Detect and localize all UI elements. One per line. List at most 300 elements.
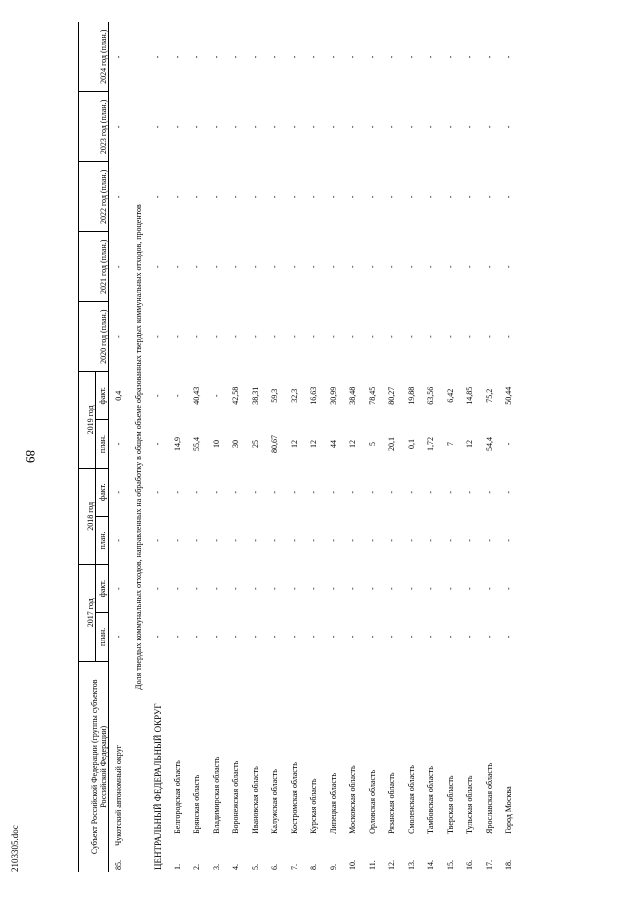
cell-2023: - — [426, 125, 436, 129]
year-header-2023: 2023 год (план.) — [79, 92, 109, 162]
table-row — [382, 22, 402, 872]
table-row — [363, 22, 383, 872]
cell-2019-fact: 59,3 — [270, 388, 280, 403]
cell-2017-fact: - — [309, 587, 319, 591]
cell-2019-plan: - — [109, 420, 129, 468]
cell-2018-plan: - — [192, 539, 202, 542]
cell-2019-plan: 12 — [309, 440, 319, 448]
cell-2024: - — [504, 55, 514, 59]
region-name: Тульская область — [465, 775, 475, 834]
cell-2022: - — [172, 195, 182, 199]
region-name: Чукотский автономный округ — [109, 661, 129, 848]
table-row — [441, 22, 461, 872]
cell-2018-fact: - — [348, 490, 358, 494]
cell-2022: - — [387, 195, 397, 199]
cell-2017-plan: - — [465, 635, 475, 639]
year-header-2020: 2020 год (план.) — [79, 302, 109, 372]
cell-2020: - — [231, 335, 241, 339]
cell-2019-fact: 50,44 — [504, 386, 514, 405]
cell-2019-plan: - — [504, 442, 514, 446]
cell-2020: - — [484, 335, 494, 339]
row-number: 10. — [348, 860, 358, 870]
cell-2019-fact: - — [211, 394, 221, 398]
cell-2018-fact: - — [231, 490, 241, 494]
row-number: 16. — [465, 860, 475, 870]
cell-2018-fact: - — [172, 490, 182, 494]
cell-2019-fact: 80,27 — [387, 386, 397, 405]
cell-2019-plan: 55,4 — [192, 437, 202, 451]
cell-2017-plan: - — [445, 635, 455, 639]
cell-2017-plan: - — [367, 635, 377, 639]
cell-2020: - — [250, 335, 260, 339]
cell-2017-plan: - — [426, 635, 436, 639]
cell-2022: - — [309, 195, 319, 199]
cell-2018-fact: - — [328, 490, 338, 494]
cell-2022: - — [406, 195, 416, 199]
cell-2020: - — [426, 335, 436, 339]
cell-2019-fact: 14,85 — [465, 386, 475, 405]
cell-2023: - — [192, 125, 202, 129]
region-name: Рязанская область — [387, 772, 397, 834]
cell-2024: - — [426, 55, 436, 59]
year-header-2024: 2024 год (план.) — [79, 22, 109, 92]
region-name: Тверская область — [445, 775, 455, 834]
cell-2019-fact: 40,43 — [192, 386, 202, 405]
table-row — [460, 22, 480, 872]
table-row — [499, 22, 519, 872]
cell-2018-plan: - — [406, 539, 416, 542]
table-header — [79, 22, 109, 872]
row-number: 85. — [109, 848, 129, 872]
cell-2022: - — [289, 195, 299, 199]
cell-2018-fact: - — [465, 490, 475, 494]
cell-2018-plan: - — [367, 539, 377, 542]
table-row — [265, 22, 285, 872]
cell-2023: - — [504, 125, 514, 129]
cell-2018-plan: - — [348, 539, 358, 542]
cell-2018-fact: - — [289, 490, 299, 494]
cell-2017-fact: - — [153, 587, 163, 591]
cell-2019-fact: 75,2 — [484, 388, 494, 403]
row-number: 4. — [231, 864, 241, 870]
cell-2021: - — [109, 232, 129, 302]
cell-2020: - — [270, 335, 280, 339]
cell-2017-fact: - — [445, 587, 455, 591]
row-number: 17. — [484, 860, 494, 870]
cell-2020: - — [289, 335, 299, 339]
cell-2024: - — [109, 22, 129, 92]
indicator-title: Доля твердых коммунальных отходов, направленных на обработку в общем объеме образованных твердых коммунальных отходов, процентов — [133, 204, 143, 690]
cell-2022: - — [465, 195, 475, 199]
cell-2017-fact: - — [270, 587, 280, 591]
cell-2024: - — [348, 55, 358, 59]
cell-2021: - — [504, 265, 514, 269]
cell-2023: - — [211, 125, 221, 129]
cell-2021: - — [484, 265, 494, 269]
indicators-table — [78, 22, 519, 872]
cell-2018-fact: - — [109, 468, 129, 516]
table-row — [187, 22, 207, 872]
cell-2019-fact: 63,56 — [426, 386, 436, 405]
cell-2018-fact: - — [504, 490, 514, 494]
region-name: Орловская область — [367, 769, 377, 834]
cell-2021: - — [387, 265, 397, 269]
cell-2018-fact: - — [406, 490, 416, 494]
cell-2020: - — [309, 335, 319, 339]
cell-2019-plan: 7 — [445, 442, 455, 446]
cell-2023: - — [309, 125, 319, 129]
cell-2023: - — [250, 125, 260, 129]
cell-2019-plan: 80,67 — [270, 435, 280, 453]
cell-2023: - — [445, 125, 455, 129]
cell-2021: - — [367, 265, 377, 269]
cell-2017-plan: - — [484, 635, 494, 639]
cell-2017-plan: - — [231, 635, 241, 639]
table-row — [207, 22, 227, 872]
cell-2018-fact: - — [211, 490, 221, 494]
cell-2020: - — [504, 335, 514, 339]
row-number: 18. — [504, 860, 514, 870]
subject-column-header: Субъект Российской Федерации (группы субъектов Российской Федерации) — [90, 679, 108, 855]
cell-2020: - — [172, 335, 182, 339]
region-name: Ивановская область — [250, 766, 260, 834]
cell-2018-plan: - — [484, 539, 494, 542]
region-name: Белгородская область — [172, 760, 182, 834]
cell-2022: - — [153, 195, 163, 199]
cell-2023: - — [231, 125, 241, 129]
cell-2022: - — [250, 195, 260, 199]
row-number: 11. — [367, 860, 377, 870]
cell-2024: - — [406, 55, 416, 59]
cell-2017-fact: - — [250, 587, 260, 591]
cell-2021: - — [309, 265, 319, 269]
cell-2021: - — [192, 265, 202, 269]
page-number: 89 — [23, 450, 38, 463]
cell-2017-plan: - — [406, 635, 416, 639]
cell-2024: - — [192, 55, 202, 59]
cell-2017-fact: - — [504, 587, 514, 591]
cell-2017-plan: - — [504, 635, 514, 639]
table-row — [304, 22, 324, 872]
cell-2018-fact: - — [153, 490, 163, 494]
cell-2023: - — [289, 125, 299, 129]
cell-2020: - — [367, 335, 377, 339]
cell-2018-plan: - — [153, 539, 163, 542]
cell-2019-fact: 38,48 — [348, 386, 358, 405]
row-number: 5. — [250, 864, 260, 870]
cell-2018-plan: - — [328, 539, 338, 542]
cell-2017-plan: - — [172, 635, 182, 639]
cell-2018-plan: - — [172, 539, 182, 542]
table-row — [402, 22, 422, 872]
cell-2020: - — [328, 335, 338, 339]
cell-2021: - — [153, 265, 163, 269]
cell-2017-fact: - — [192, 587, 202, 591]
cell-2021: - — [328, 265, 338, 269]
cell-2023: - — [367, 125, 377, 129]
cell-2019-plan: 1,72 — [426, 437, 436, 451]
cell-2024: - — [445, 55, 455, 59]
cell-2024: - — [231, 55, 241, 59]
fact-header-2017: факт. — [96, 565, 109, 613]
plan-header-2019: план. — [96, 420, 109, 468]
cell-2019-fact: 78,45 — [367, 386, 377, 405]
cell-2017-fact: - — [172, 587, 182, 591]
cell-2019-plan: 5 — [367, 442, 377, 446]
cell-2023: - — [484, 125, 494, 129]
table-row — [421, 22, 441, 872]
cell-2018-fact: - — [192, 490, 202, 494]
region-name: Город Москва — [504, 786, 514, 834]
cell-2018-plan: - — [504, 539, 514, 542]
row-number: 8. — [309, 864, 319, 870]
cell-2024: - — [172, 55, 182, 59]
cell-2019-plan: 25 — [250, 440, 260, 448]
cell-2024: - — [484, 55, 494, 59]
cell-2018-plan: - — [211, 539, 221, 542]
cell-2018-fact: - — [270, 490, 280, 494]
cell-2017-fact: - — [406, 587, 416, 591]
cell-2024: - — [309, 55, 319, 59]
cell-2018-fact: - — [309, 490, 319, 494]
cell-2021: - — [445, 265, 455, 269]
cell-2019-fact: - — [153, 394, 163, 398]
cell-2017-fact: - — [289, 587, 299, 591]
region-name: Курская область — [309, 778, 319, 834]
cell-2019-fact: 6,42 — [445, 388, 455, 403]
row-number: 15. — [445, 860, 455, 870]
cell-2019-fact: 32,3 — [289, 388, 299, 403]
region-name: Тамбовская область — [426, 766, 436, 834]
cell-2020: - — [348, 335, 358, 339]
year-header-2021: 2021 год (план.) — [79, 232, 109, 302]
region-name: Калужская область — [270, 769, 280, 834]
plan-header-2018: план. — [96, 516, 109, 564]
cell-2023: - — [270, 125, 280, 129]
table-row — [285, 22, 305, 872]
cell-2017-plan: - — [387, 635, 397, 639]
cell-2019-fact: 0,4 — [109, 372, 129, 420]
cell-2020: - — [153, 335, 163, 339]
cell-2020: - — [465, 335, 475, 339]
cell-2024: - — [387, 55, 397, 59]
cell-2017-fact: - — [348, 587, 358, 591]
cell-2022: - — [445, 195, 455, 199]
cell-2022: - — [109, 162, 129, 232]
cell-2019-fact: 30,99 — [328, 386, 338, 405]
region-name: Воронежская область — [231, 760, 241, 834]
table-row — [480, 22, 500, 872]
cell-2021: - — [250, 265, 260, 269]
cell-2018-fact: - — [426, 490, 436, 494]
fact-header-2019: факт. — [96, 372, 109, 420]
cell-2018-fact: - — [484, 490, 494, 494]
cell-2024: - — [211, 55, 221, 59]
cell-2018-fact: - — [367, 490, 377, 494]
cell-2018-fact: - — [250, 490, 260, 494]
cell-2021: - — [211, 265, 221, 269]
cell-2020: - — [387, 335, 397, 339]
plan-header-2017: план. — [96, 613, 109, 661]
cell-2019-plan: 12 — [289, 440, 299, 448]
cell-2017-plan: - — [270, 635, 280, 639]
cell-2018-plan: - — [109, 516, 129, 564]
row-number: 3. — [211, 864, 221, 870]
cell-2018-plan: - — [426, 539, 436, 542]
cell-2020: - — [211, 335, 221, 339]
cell-2019-fact: 16,63 — [309, 386, 319, 405]
cell-2019-plan: 30 — [231, 440, 241, 448]
cell-2023: - — [406, 125, 416, 129]
cell-2022: - — [192, 195, 202, 199]
cell-2019-plan: 10 — [211, 440, 221, 448]
cell-2023: - — [348, 125, 358, 129]
cell-2018-fact: - — [445, 490, 455, 494]
cell-2019-plan: 54,4 — [484, 437, 494, 451]
cell-2017-plan: - — [348, 635, 358, 639]
cell-2017-fact: - — [231, 587, 241, 591]
cell-2023: - — [172, 125, 182, 129]
region-name: Владимирская область — [211, 756, 221, 834]
cell-2024: - — [367, 55, 377, 59]
year-header-2022: 2022 год (план.) — [79, 162, 109, 232]
cell-2023: - — [387, 125, 397, 129]
cell-2023: - — [328, 125, 338, 129]
table-body — [109, 22, 519, 872]
table-row — [343, 22, 363, 872]
cell-2017-plan: - — [309, 635, 319, 639]
cell-2017-fact: - — [426, 587, 436, 591]
table-row — [226, 22, 246, 872]
cell-2024: - — [465, 55, 475, 59]
cell-2018-plan: - — [309, 539, 319, 542]
district-row — [148, 22, 168, 872]
cell-2019-fact: 19,88 — [406, 386, 416, 405]
cell-2019-plan: 12 — [465, 440, 475, 448]
region-name: Костромская область — [289, 762, 299, 834]
year-header-2017: 2017 год — [79, 565, 96, 661]
document-code: 2103305.doc — [10, 825, 20, 872]
table-row — [246, 22, 266, 872]
cell-2022: - — [348, 195, 358, 199]
year-header-2019: 2019 год — [79, 372, 96, 468]
cell-2018-plan: - — [270, 539, 280, 542]
cell-2017-plan: - — [109, 613, 129, 661]
cell-2018-plan: - — [231, 539, 241, 542]
cell-2022: - — [270, 195, 280, 199]
cell-2024: - — [270, 55, 280, 59]
region-name: Брянская область — [192, 774, 202, 834]
cell-2024: - — [153, 55, 163, 59]
indicator-title-row — [129, 22, 149, 872]
cell-2019-fact: 42,58 — [231, 386, 241, 405]
fact-header-2018: факт. — [96, 468, 109, 516]
cell-2024: - — [250, 55, 260, 59]
cell-2017-plan: - — [192, 635, 202, 639]
region-name: Московская область — [348, 765, 358, 834]
table-row — [168, 22, 188, 872]
cell-2022: - — [484, 195, 494, 199]
cell-2019-fact: - — [172, 394, 182, 398]
cell-2019-fact: 38,31 — [250, 386, 260, 405]
row-number: 14. — [426, 860, 436, 870]
cell-2020: - — [406, 335, 416, 339]
row-number: 6. — [270, 864, 280, 870]
cell-2022: - — [504, 195, 514, 199]
cell-2017-fact: - — [211, 587, 221, 591]
cell-2022: - — [328, 195, 338, 199]
row-number: 7. — [289, 864, 299, 870]
cell-2017-fact: - — [465, 587, 475, 591]
cell-2019-plan: 0,1 — [406, 439, 416, 449]
cell-2017-fact: - — [367, 587, 377, 591]
cell-2021: - — [172, 265, 182, 269]
row-number: 9. — [328, 864, 338, 870]
cell-2020: - — [109, 302, 129, 372]
year-header-2018: 2018 год — [79, 468, 96, 564]
cell-2018-plan: - — [250, 539, 260, 542]
row-number: 2. — [192, 864, 202, 870]
table-row — [324, 22, 344, 872]
cell-2019-plan: 20,1 — [387, 437, 397, 451]
cell-2017-plan: - — [250, 635, 260, 639]
cell-2018-plan: - — [289, 539, 299, 542]
row-number: 13. — [406, 860, 416, 870]
rotated-table-container — [78, 0, 608, 878]
cell-2021: - — [465, 265, 475, 269]
cell-2017-fact: - — [484, 587, 494, 591]
cell-2021: - — [348, 265, 358, 269]
cell-2021: - — [270, 265, 280, 269]
cell-2017-plan: - — [211, 635, 221, 639]
cell-2023: - — [109, 92, 129, 162]
cell-2017-fact: - — [387, 587, 397, 591]
cell-2017-plan: - — [153, 635, 163, 639]
cell-2020: - — [192, 335, 202, 339]
cell-2017-plan: - — [328, 635, 338, 639]
cell-2017-fact: - — [109, 565, 129, 613]
cell-2020: - — [445, 335, 455, 339]
cell-2017-plan: - — [289, 635, 299, 639]
cell-2018-fact: - — [387, 490, 397, 494]
cell-2019-plan: - — [153, 442, 163, 446]
cell-2018-plan: - — [465, 539, 475, 542]
cell-2024: - — [328, 55, 338, 59]
cell-2021: - — [426, 265, 436, 269]
cell-2019-plan: 12 — [348, 440, 358, 448]
cell-2021: - — [289, 265, 299, 269]
cell-2018-plan: - — [387, 539, 397, 542]
cell-2024: - — [289, 55, 299, 59]
cell-2022: - — [231, 195, 241, 199]
cell-2023: - — [465, 125, 475, 129]
region-name: Ярославская область — [484, 762, 494, 834]
cell-2022: - — [426, 195, 436, 199]
cell-2022: - — [211, 195, 221, 199]
region-name: Смоленская область — [406, 765, 416, 834]
cell-2021: - — [406, 265, 416, 269]
cell-2021: - — [231, 265, 241, 269]
district-name: ЦЕНТРАЛЬНЫЙ ФЕДЕРАЛЬНЫЙ ОКРУГ — [152, 703, 163, 870]
table-row-chukotka — [109, 22, 129, 872]
cell-2023: - — [153, 125, 163, 129]
cell-2017-fact: - — [328, 587, 338, 591]
row-number: 1. — [172, 864, 182, 870]
region-name: Липецкая область — [328, 772, 338, 834]
cell-2022: - — [367, 195, 377, 199]
cell-2018-plan: - — [445, 539, 455, 542]
cell-2019-plan: 14,9 — [172, 437, 182, 451]
